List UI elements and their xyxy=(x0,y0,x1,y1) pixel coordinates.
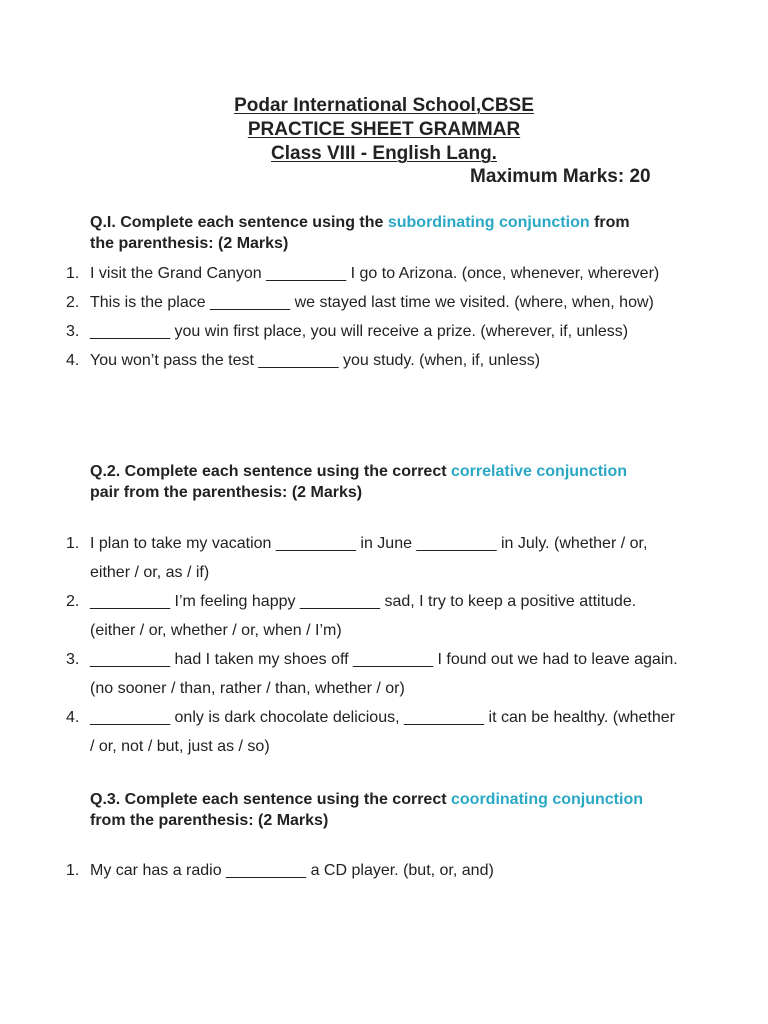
item-number: 4. xyxy=(66,709,80,726)
list-item xyxy=(66,587,680,645)
question-3-prefix: Q.3. Complete each sentence using the correct xyxy=(90,791,451,808)
list-item xyxy=(66,288,680,317)
item-text: _________ you win first place, you will receive a prize. (wherever, if, unless) xyxy=(90,323,629,340)
question-1-prefix: Q.I. Complete each sentence using the xyxy=(90,214,388,231)
school-name: Podar International School,CBSE xyxy=(234,95,534,116)
item-number: 3. xyxy=(66,323,80,340)
question-3-suffix: from the parenthesis: (2 Marks) xyxy=(90,812,329,829)
class-subject: Class VIII - English Lang. xyxy=(271,143,497,164)
question-2-prefix: Q.2. Complete each sentence using the correct xyxy=(90,463,451,480)
item-text: I visit the Grand Canyon _________ I go to Arizona. (once, whenever, wherever) xyxy=(90,265,660,282)
question-1-suffix: from the parenthesis: (2 Marks) xyxy=(90,214,630,252)
document-header xyxy=(0,94,768,166)
list-item xyxy=(66,856,680,885)
item-text: _________ only is dark chocolate delicious, _________ it can be healthy. (whether / or, not / but, just as / so) xyxy=(90,709,675,755)
question-1-heading xyxy=(90,212,650,254)
question-3-keyword: coordinating conjunction xyxy=(451,791,643,808)
question-2-heading xyxy=(90,461,650,503)
question-1-list xyxy=(66,259,680,375)
list-item xyxy=(66,346,680,375)
maximum-marks: Maximum Marks: 20 xyxy=(470,166,651,187)
item-text: You won’t pass the test _________ you study. (when, if, unless) xyxy=(90,352,541,369)
item-text: _________ had I taken my shoes off _________ I found out we had to leave again. (no sooner / than, rather / than, whether / or) xyxy=(90,651,678,697)
item-text: This is the place _________ we stayed last time we visited. (where, when, how) xyxy=(90,294,654,311)
item-text: My car has a radio _________ a CD player. (but, or, and) xyxy=(90,862,494,879)
item-number: 2. xyxy=(66,593,80,610)
question-3-list xyxy=(66,856,680,885)
question-1-keyword: subordinating conjunction xyxy=(387,214,590,231)
list-item xyxy=(66,259,680,288)
item-number: 1. xyxy=(66,862,80,879)
question-2-suffix: pair from the parenthesis: (2 Marks) xyxy=(90,484,363,501)
list-item xyxy=(66,529,680,587)
list-item xyxy=(66,703,680,761)
list-item xyxy=(66,317,680,346)
question-2-keyword: correlative conjunction xyxy=(451,463,628,480)
question-2-list xyxy=(66,529,680,761)
item-number: 1. xyxy=(66,265,80,282)
item-number: 1. xyxy=(66,535,80,552)
item-number: 3. xyxy=(66,651,80,668)
question-3-heading xyxy=(90,789,650,831)
item-text: I plan to take my vacation _________ in June _________ in July. (whether / or, either / or, as / if) xyxy=(90,535,648,581)
item-text: _________ I’m feeling happy _________ sad, I try to keep a positive attitude. (either / or, whether / or, when / I’m) xyxy=(90,593,637,639)
item-number: 4. xyxy=(66,352,80,369)
sheet-title: PRACTICE SHEET GRAMMAR xyxy=(247,119,521,140)
item-number: 2. xyxy=(66,294,80,311)
list-item xyxy=(66,645,680,703)
